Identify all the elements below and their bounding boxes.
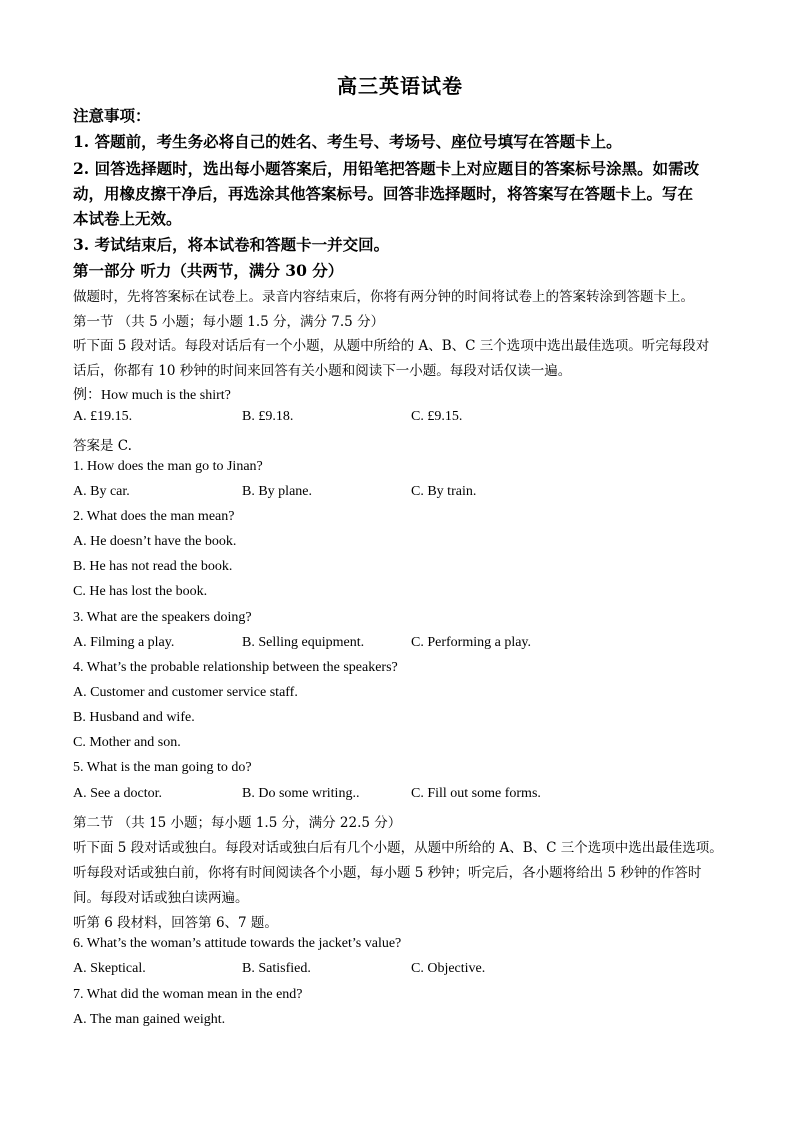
question-2-option-c: C. He has lost the book. bbox=[73, 584, 208, 599]
option-c: C. Objective. bbox=[411, 961, 486, 976]
example-answer: 答案是 C. bbox=[73, 438, 132, 454]
section1-heading: 第一节 （共 5 小题；每小题 1.5 分，满分 7.5 分） bbox=[73, 314, 385, 330]
question-4: 4. What’s the probable relationship between the speakers? bbox=[73, 660, 398, 675]
material-6-note: 听第 6 段材料，回答第 6、7 题。 bbox=[73, 915, 278, 931]
question-1: 1. How does the man go to Jinan? bbox=[73, 459, 263, 474]
option-c: C. By train. bbox=[411, 484, 477, 499]
option-c: C. Fill out some forms. bbox=[411, 786, 541, 801]
question-2: 2. What does the man mean? bbox=[73, 509, 235, 524]
section2-instruction-line-2: 听每段对话或独白前，你将有时间阅读各个小题，每小题 5 秒钟；听完后，各小题将给出 5 秒钟的作答时 bbox=[73, 865, 702, 881]
section2-instruction-line-3: 间。每段对话或独白读两遍。 bbox=[73, 890, 249, 906]
notice-item-3: 3. 考试结束后，将本试卷和答题卡一并交回。 bbox=[73, 235, 390, 254]
section1-instruction-line-2: 话后，你都有 10 秒钟的时间来回答有关小题和阅读下一小题。每段对话仅读一遍。 bbox=[73, 363, 572, 379]
question-4-option-a: A. Customer and customer service staff. bbox=[73, 685, 298, 700]
question-7: 7. What did the woman mean in the end? bbox=[73, 987, 303, 1002]
section2-instruction-line-1: 听下面 5 段对话或独白。每段对话或独白后有几个小题，从题中所给的 A、B、C 三个选项中选出最佳选项。 bbox=[73, 840, 723, 856]
question-7-option-a: A. The man gained weight. bbox=[73, 1012, 226, 1027]
option-b: B. Satisfied. bbox=[242, 961, 311, 976]
option-a: A. See a doctor. bbox=[73, 786, 163, 801]
option-a: A. By car. bbox=[73, 484, 130, 499]
page-title: 高三英语试卷 bbox=[337, 74, 463, 98]
question-4-option-b: B. Husband and wife. bbox=[73, 710, 195, 725]
option-c: C. Performing a play. bbox=[411, 635, 532, 650]
part1-intro: 做题时，先将答案标在试卷上。录音内容结束后，你将有两分钟的时间将试卷上的答案转涂到答题卡上。 bbox=[73, 289, 694, 305]
notice-item-2-line-2: 动，用橡皮擦干净后，再选涂其他答案标号。回答非选择题时，将答案写在答题卡上。写在 bbox=[73, 184, 694, 203]
option-b: B. Do some writing.. bbox=[242, 786, 360, 801]
option-b: B. £9.18. bbox=[242, 409, 294, 424]
notice-item-2-line-3: 本试卷上无效。 bbox=[73, 209, 182, 228]
section1-instruction-line-1: 听下面 5 段对话。每段对话后有一个小题，从题中所给的 A、B、C 三个选项中选出最佳选项。听完每段对 bbox=[73, 338, 710, 354]
notice-item-1: 1. 答题前，考生务必将自己的姓名、考生号、考场号、座位号填写在答题卡上。 bbox=[73, 132, 622, 151]
question-5: 5. What is the man going to do? bbox=[73, 760, 252, 775]
question-4-option-c: C. Mother and son. bbox=[73, 735, 181, 750]
option-b: B. By plane. bbox=[242, 484, 312, 499]
option-a: A. Filming a play. bbox=[73, 635, 175, 650]
part1-heading: 第一部分 听力（共两节，满分 30 分） bbox=[73, 261, 344, 280]
question-2-option-a: A. He doesn’t have the book. bbox=[73, 534, 237, 549]
notice-item-2-line-1: 2. 回答选择题时，选出每小题答案后，用铅笔把答题卡上对应题目的答案标号涂黑。如需改 bbox=[73, 159, 700, 178]
question-3: 3. What are the speakers doing? bbox=[73, 610, 252, 625]
section2-heading: 第二节 （共 15 小题；每小题 1.5 分，满分 22.5 分） bbox=[73, 815, 402, 831]
question-6: 6. What’s the woman’s attitude towards the jacket’s value? bbox=[73, 936, 402, 951]
notice-heading: 注意事项： bbox=[73, 106, 151, 125]
example-question: 例：How much is the shirt? bbox=[73, 388, 231, 403]
option-c: C. £9.15. bbox=[411, 409, 463, 424]
option-a: A. Skeptical. bbox=[73, 961, 146, 976]
question-2-option-b: B. He has not read the book. bbox=[73, 559, 233, 574]
option-a: A. £19.15. bbox=[73, 409, 133, 424]
option-b: B. Selling equipment. bbox=[242, 635, 365, 650]
